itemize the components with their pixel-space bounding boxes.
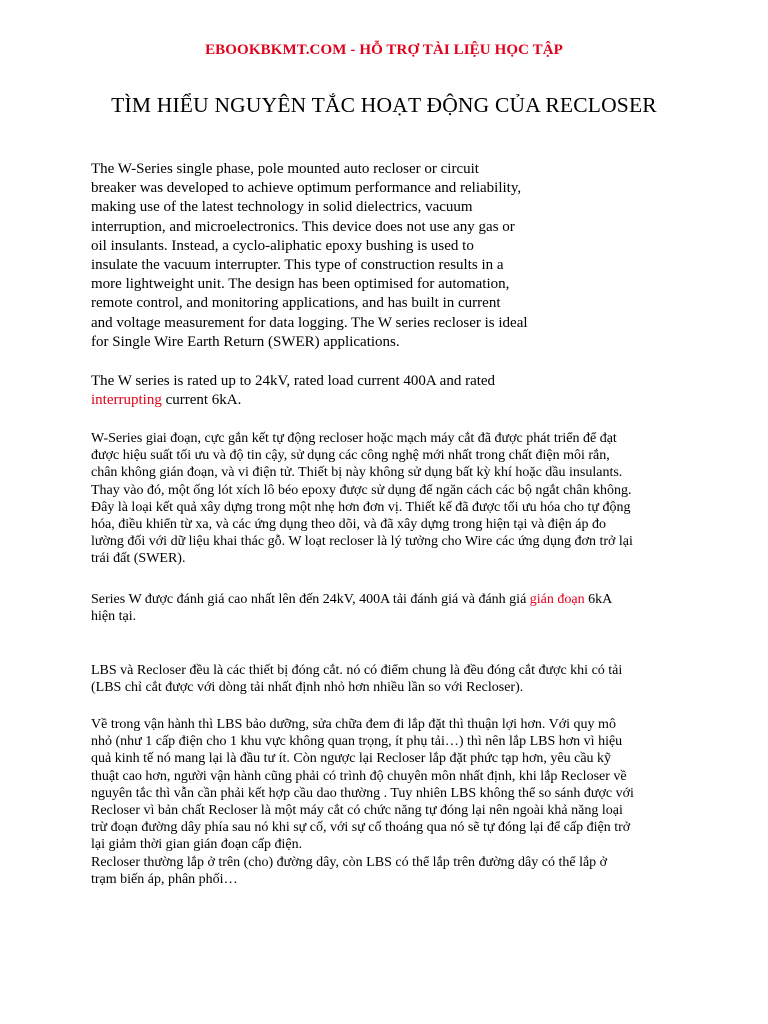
- text-fragment: 6kA: [584, 592, 613, 607]
- vietnamese-paragraph-1: [91, 430, 691, 568]
- page-title: TÌM HIỂU NGUYÊN TẮC HOẠT ĐỘNG CỦA RECLOSER: [111, 93, 657, 117]
- text-line: breaker was developed to achieve optimum performance and reliability,: [91, 180, 522, 197]
- text-line: W-Series giai đoạn, cực gắn kết tự động recloser hoặc mạch máy cắt đã được phát triển để đạt: [91, 431, 617, 446]
- text-line: chân không gián đoạn, và vi điện tử. Thiết bị này không sử dụng bất kỳ khí hoặc dầu insulants.: [91, 465, 623, 481]
- text-line: Recloser vì bản chất Recloser là một máy cắt có chức năng tự đóng lại nên ngoài khả năng loại: [91, 803, 623, 819]
- text-line: interruption, and microelectronics. This device does not use any gas or: [91, 218, 515, 235]
- text-line: insulate the vacuum interrupter. This type of construction results in a: [91, 257, 504, 274]
- highlight-gian-doan: gián đoạn: [529, 592, 585, 607]
- text-line: quả kinh tế nó mang lại là đầu tư ít. Còn ngược lại Recloser lắp đặt phức tạp hơn, yêu cầu kỹ: [91, 751, 612, 767]
- english-paragraph-2: [91, 372, 571, 410]
- text-line: [91, 391, 571, 410]
- text-line: (LBS chỉ cắt được với dòng tải nhất định nhỏ hơn nhiều lần so với Recloser).: [91, 680, 524, 696]
- text-line: Thay vào đó, một ống lót xích lô béo epoxy được sử dụng để ngăn cách các bộ ngắt chân không.: [91, 482, 632, 498]
- text-line: lại giảm thời gian gián đoạn cấp điện.: [91, 837, 303, 853]
- text-line: trạm biến áp, phân phối…: [91, 871, 238, 887]
- text-line: nguyên tắc thì vẫn cần phải kết hợp cầu dao thường . Tuy nhiên LBS không thể so sánh được với: [91, 785, 634, 801]
- text-line: more lightweight unit. The design has been optimised for automation,: [91, 276, 510, 293]
- text-line: Về trong vận hành thì LBS bảo dưỡng, sửa chữa đem đi lắp đặt thì thuận lợi hơn. Với quy mô: [91, 717, 616, 732]
- highlight-interrupting: interrupting: [91, 392, 162, 409]
- text-line: making use of the latest technology in solid dielectrics, vacuum: [91, 199, 473, 216]
- text-line: trái đất (SWER).: [91, 551, 186, 567]
- text-fragment: Series W được đánh giá cao nhất lên đến 24kV, 400A tải đánh giá và đánh giá: [91, 592, 530, 607]
- vietnamese-paragraph-3: [91, 662, 691, 696]
- text-line: thuật cao hơn, người vận hành cũng phải có trình độ chuyên môn nhất định, khi lắp Recloser về: [91, 768, 627, 784]
- site-banner: EBOOKBKMT.COM - HỖ TRỢ TÀI LIỆU HỌC TẬP: [205, 42, 563, 58]
- text-line: remote control, and monitoring applications, and has built in current: [91, 295, 501, 312]
- text-line: trừ đoạn đường dây phía sau nó khi sự cố, với sự cố thoáng qua nó sẽ tự đóng lại để cấp điện trở: [91, 820, 631, 836]
- text-line: được hiệu suất tối ưu và độ tin cậy, sử dụng các công nghệ mới nhất trong chất điện môi rắn,: [91, 448, 610, 464]
- text-line: The W series is rated up to 24kV, rated load current 400A and rated: [91, 373, 496, 389]
- text-line: hiện tại.: [91, 609, 137, 625]
- text-line: and voltage measurement for data logging. The W series recloser is ideal: [91, 314, 528, 331]
- vietnamese-paragraph-2: [91, 591, 691, 625]
- text-line: Recloser thường lắp ở trên (cho) đường dây, còn LBS có thể lắp trên đường dây có thể lắp ở: [91, 854, 608, 870]
- text-line: LBS và Recloser đều là các thiết bị đóng cắt. nó có điểm chung là đều đóng cắt được khi có tải: [91, 663, 623, 678]
- text-line: for Single Wire Earth Return (SWER) applications.: [91, 333, 400, 350]
- english-paragraph-1: [91, 160, 571, 352]
- text-fragment: current 6kA.: [161, 392, 242, 409]
- text-line: lường đối với dữ liệu khai thác gỗ. W loạt recloser là lý tưởng cho Wire các ứng dụng đơn trở lại: [91, 534, 633, 550]
- text-line: [91, 591, 691, 608]
- vietnamese-paragraph-4: [91, 716, 691, 888]
- text-line: nhỏ (như 1 cấp điện cho 1 khu vực không quan trọng, ít phụ tải…) thì nên lắp LBS hơn vì hiệu: [91, 734, 623, 750]
- text-line: The W-Series single phase, pole mounted auto recloser or circuit: [91, 161, 479, 177]
- text-line: oil insulants. Instead, a cyclo-aliphatic epoxy bushing is used to: [91, 237, 474, 254]
- text-line: hóa, điều khiển từ xa, và các ứng dụng theo dõi, và đã xây dựng trong hiện tại và điện áp đo: [91, 517, 606, 533]
- text-line: Đây là loại kết quả xây dựng trong một nhẹ hơn đơn vị. Thiết kế đã được tối ưu hóa cho tự động: [91, 499, 631, 515]
